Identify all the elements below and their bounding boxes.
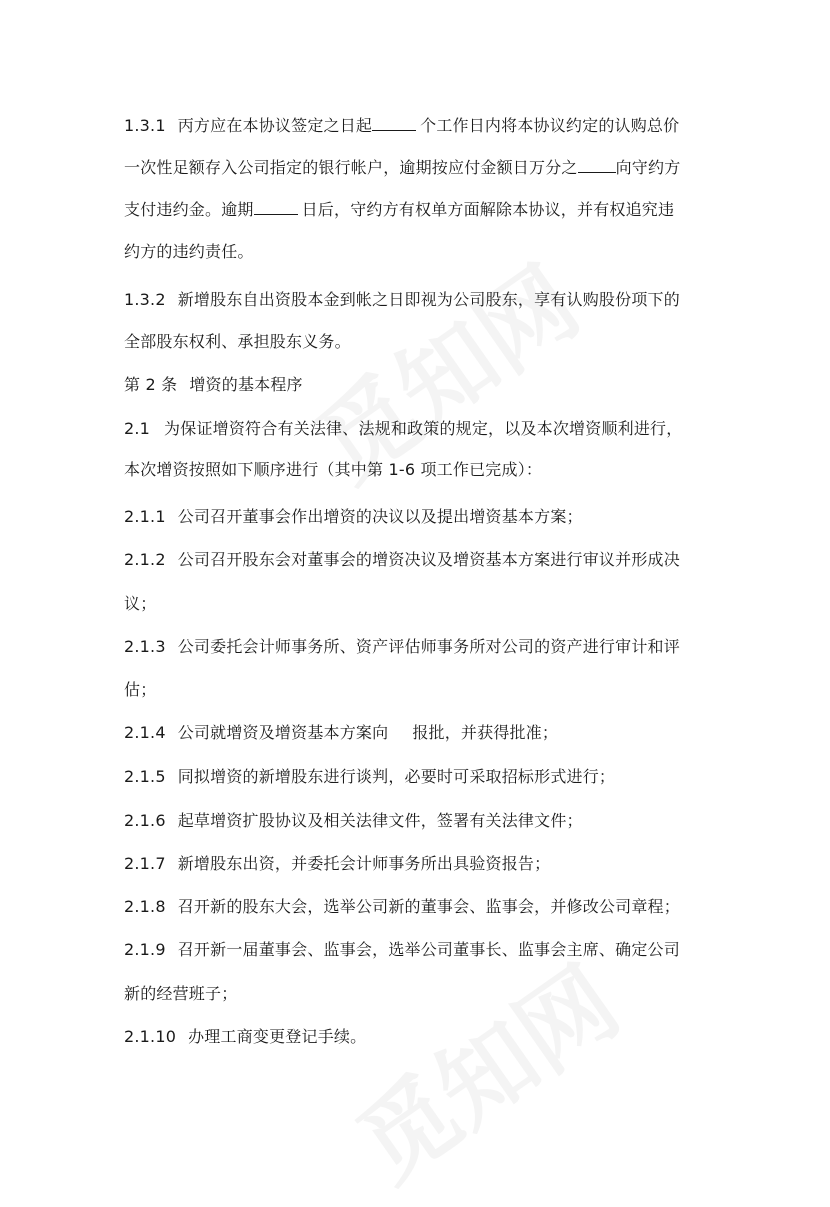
item-text: 公司召开股东会对董事会的增资决议及增资基本方案进行审议并形成决 bbox=[177, 550, 680, 569]
article-2-heading bbox=[124, 375, 303, 395]
clause-1-3-2-line-1 bbox=[124, 290, 680, 310]
list-item bbox=[124, 854, 550, 874]
clause-1-3-1-line-4 bbox=[124, 242, 254, 262]
item-number: 2.1.2 bbox=[124, 550, 166, 569]
fill-blank bbox=[578, 158, 616, 173]
clause-text: 本次增资按照如下顺序进行（其中第 1-6 项工作已完成）： bbox=[124, 460, 543, 479]
clause-2-1-line-2 bbox=[124, 460, 542, 480]
list-item bbox=[124, 940, 680, 960]
item-text: 同拟增资的新增股东进行谈判，必要时可采取招标形式进行； bbox=[177, 767, 616, 786]
item-text: 议； bbox=[124, 594, 157, 613]
clause-text: 全部股东权利、承担股东义务。 bbox=[124, 332, 351, 351]
item-text: 召开新的股东大会，选举公司新的董事会、监事会，并修改公司章程； bbox=[177, 897, 680, 916]
item-text: 公司召开董事会作出增资的决议以及提出增资基本方案； bbox=[177, 507, 583, 526]
list-item bbox=[124, 637, 680, 657]
item-text: 估； bbox=[124, 680, 157, 699]
list-item-continuation bbox=[124, 984, 237, 1004]
clause-number: 2.1 bbox=[124, 419, 151, 438]
article-number: 第 2 条 bbox=[124, 375, 178, 394]
fill-blank bbox=[372, 116, 416, 131]
clause-2-1-line-1 bbox=[124, 419, 682, 439]
item-number: 2.1.8 bbox=[124, 897, 166, 916]
clause-1-3-1-line-2 bbox=[124, 158, 680, 178]
article-title: 增资的基本程序 bbox=[189, 375, 303, 394]
list-item-continuation bbox=[124, 680, 156, 700]
item-text: 公司就增资及增资基本方案向 bbox=[177, 723, 389, 742]
list-item bbox=[124, 897, 680, 917]
item-number: 2.1.7 bbox=[124, 854, 166, 873]
watermark bbox=[327, 930, 641, 1207]
clause-text: 一次性足额存入公司指定的银行帐户，逾期按应付金额日万分之 bbox=[124, 158, 578, 177]
clause-number: 1.3.1 bbox=[124, 116, 166, 135]
item-number: 2.1.10 bbox=[124, 1027, 177, 1046]
item-text: 新的经营班子； bbox=[124, 984, 238, 1003]
clause-number: 1.3.2 bbox=[124, 290, 166, 309]
list-item-continuation bbox=[124, 594, 156, 614]
clause-text: 约方的违约责任。 bbox=[124, 242, 254, 261]
clause-text: 日后，守约方有权单方面解除本协议，并有权追究违 bbox=[301, 200, 675, 219]
item-text: 召开新一届董事会、监事会，选举公司董事长、监事会主席、确定公司 bbox=[177, 940, 680, 959]
clause-1-3-2-line-2 bbox=[124, 332, 351, 352]
item-number: 2.1.1 bbox=[124, 507, 166, 526]
item-text: 起草增资扩股协议及相关法律文件，签署有关法律文件； bbox=[177, 811, 583, 830]
item-number: 2.1.3 bbox=[124, 637, 166, 656]
clause-1-3-1-line-3 bbox=[124, 200, 674, 220]
item-number: 2.1.5 bbox=[124, 767, 166, 786]
item-number: 2.1.6 bbox=[124, 811, 166, 830]
item-text: 新增股东出资，并委托会计师事务所出具验资报告； bbox=[177, 854, 551, 873]
clause-text: 个工作日内将本协议约定的认购总价 bbox=[420, 116, 680, 135]
item-number: 2.1.9 bbox=[124, 940, 166, 959]
item-text: 报批，并获得批准； bbox=[412, 723, 559, 742]
list-item bbox=[124, 1027, 366, 1047]
list-item bbox=[124, 767, 615, 787]
list-item bbox=[124, 507, 583, 527]
fill-blank bbox=[254, 200, 298, 215]
clause-text: 支付违约金。逾期 bbox=[124, 200, 254, 219]
clause-text: 为保证增资符合有关法律、法规和政策的规定，以及本次增资顺利进行， bbox=[164, 419, 683, 438]
list-item bbox=[124, 811, 583, 831]
clause-1-3-1-line-1 bbox=[124, 116, 679, 136]
clause-text: 新增股东自出资股本金到帐之日即视为公司股东，享有认购股份项下的 bbox=[177, 290, 680, 309]
list-item bbox=[124, 723, 558, 743]
item-number: 2.1.4 bbox=[124, 723, 166, 742]
item-text: 办理工商变更登记手续。 bbox=[188, 1027, 367, 1046]
clause-text: 丙方应在本协议签定之日起 bbox=[177, 116, 373, 135]
item-text: 公司委托会计师事务所、资产评估师事务所对公司的资产进行审计和评 bbox=[177, 637, 680, 656]
list-item bbox=[124, 550, 680, 570]
clause-text: 向守约方 bbox=[615, 158, 681, 177]
